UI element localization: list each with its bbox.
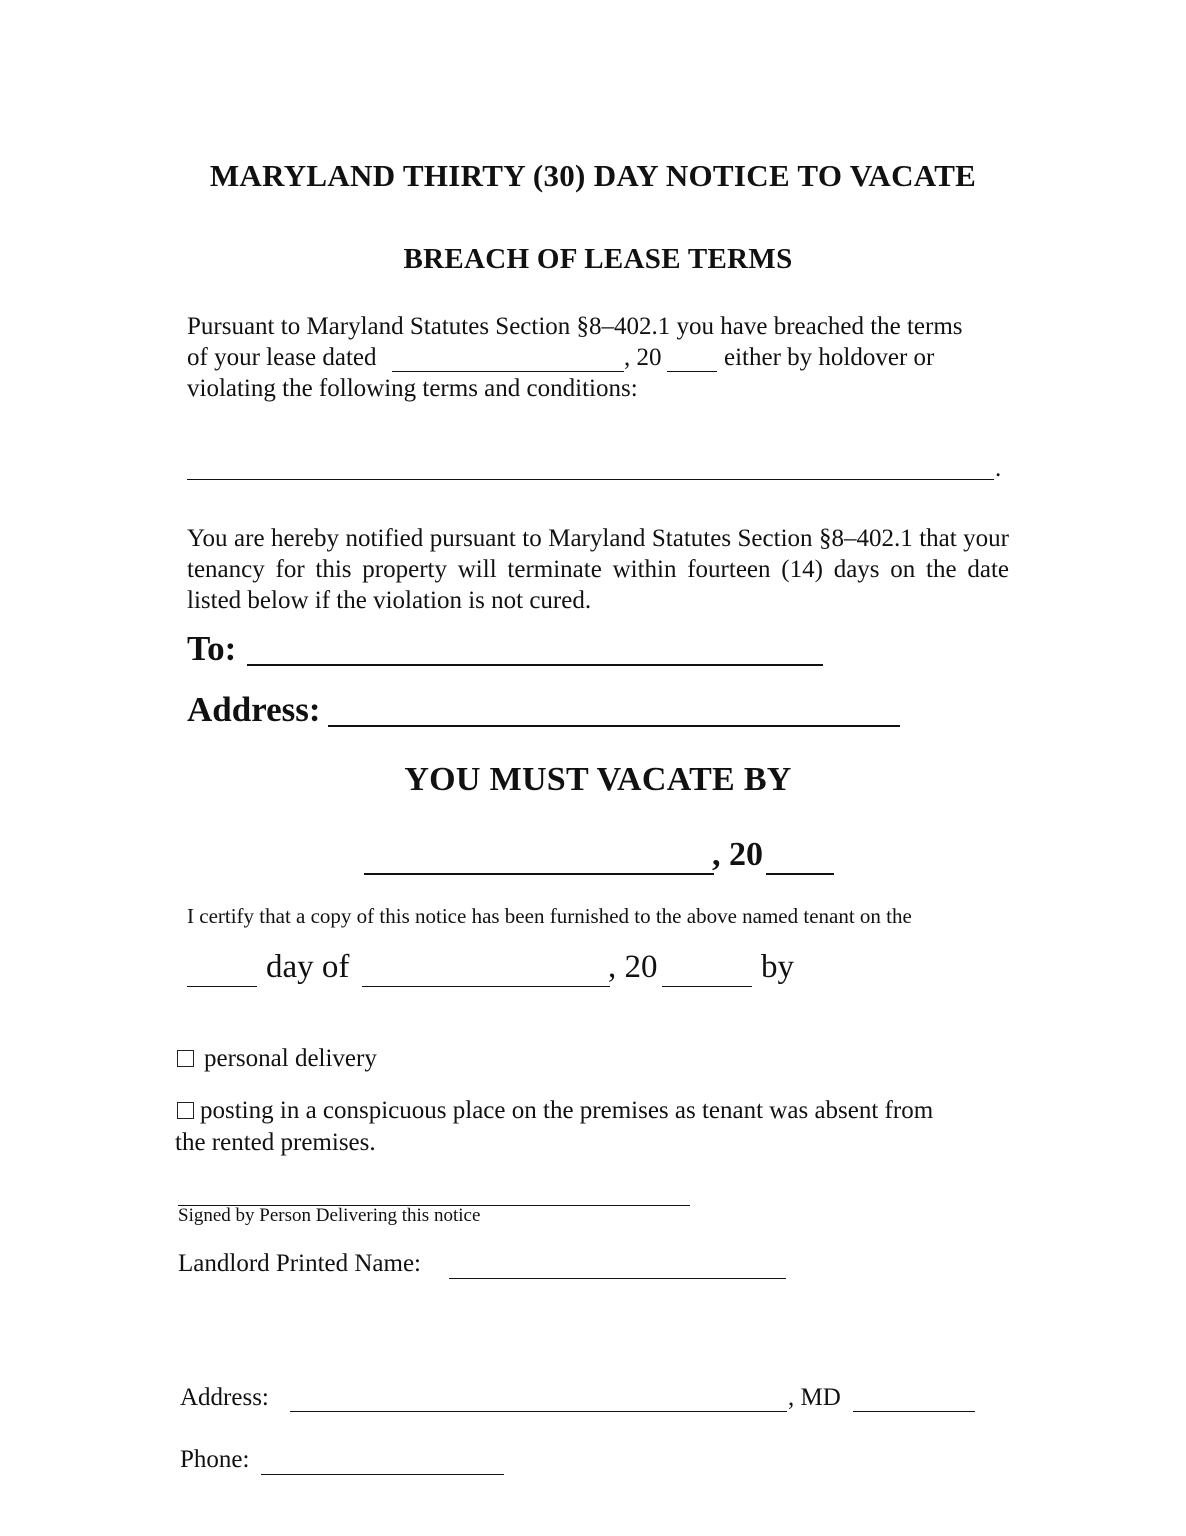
vacate-date-blank[interactable] <box>364 873 714 875</box>
para1-year-prefix: , 20 <box>624 344 662 371</box>
option-personal-delivery[interactable] <box>177 1045 377 1073</box>
to-label: To: <box>187 629 237 668</box>
landlord-address-label: Address: <box>180 1384 269 1411</box>
day-of-label: day of <box>266 949 350 985</box>
lease-date-blank[interactable] <box>392 371 624 372</box>
must-vacate-heading: YOU MUST VACATE BY <box>404 761 792 798</box>
phone-label: Phone: <box>180 1446 250 1473</box>
para1-line3: violating the following terms and conditions: <box>187 375 638 402</box>
service-year-prefix: , 20 <box>608 949 658 985</box>
document-subtitle: BREACH OF LEASE TERMS <box>403 243 793 275</box>
violation-terms-blank[interactable] <box>187 479 994 480</box>
service-year-blank[interactable] <box>662 986 752 987</box>
document-title: MARYLAND THIRTY (30) DAY NOTICE TO VACATE <box>209 158 977 193</box>
option-label: personal delivery <box>204 1045 377 1072</box>
phone-blank[interactable] <box>261 1474 504 1475</box>
lease-year-blank[interactable] <box>667 371 717 372</box>
checkbox-icon[interactable] <box>177 1050 194 1067</box>
landlord-address-blank[interactable] <box>290 1411 787 1412</box>
termination-paragraph: You are hereby notified pursuant to Maryland Statutes Section §8–402.1 that your tenancy for this property will terminate within fourteen (14) days on the date listed below if the violation is not cured. <box>187 525 1009 614</box>
service-month-blank[interactable] <box>362 986 610 987</box>
para1-line2-start: of your lease dated <box>187 344 377 371</box>
state-suffix: , MD <box>788 1384 841 1411</box>
checkbox-icon[interactable] <box>177 1102 194 1119</box>
landlord-name-blank[interactable] <box>449 1278 786 1279</box>
para1-line2-end: either by holdover or <box>724 344 935 371</box>
address-blank-large[interactable] <box>328 725 900 727</box>
option-label: posting in a conspicuous place on the premises as tenant was absent from <box>200 1097 934 1124</box>
certify-statement: I certify that a copy of this notice has been furnished to the above named tenant on the <box>187 904 912 928</box>
address-label-large: Address: <box>187 690 321 729</box>
violation-line-period: . <box>995 455 1002 482</box>
landlord-name-label: Landlord Printed Name: <box>178 1250 421 1277</box>
service-day-blank[interactable] <box>187 986 257 987</box>
by-label: by <box>761 949 794 985</box>
vacate-year-blank[interactable] <box>766 873 834 875</box>
signature-caption: Signed by Person Delivering this notice <box>178 1205 481 1226</box>
option-posting[interactable] <box>177 1097 933 1125</box>
para1-line1: Pursuant to Maryland Statutes Section §8–402.1 you have breached the terms <box>187 313 963 340</box>
zip-blank[interactable] <box>853 1411 975 1412</box>
vacate-year-prefix: , 20 <box>712 836 763 873</box>
to-blank[interactable] <box>247 664 823 666</box>
option-posting-cont: the rented premises. <box>175 1129 376 1156</box>
